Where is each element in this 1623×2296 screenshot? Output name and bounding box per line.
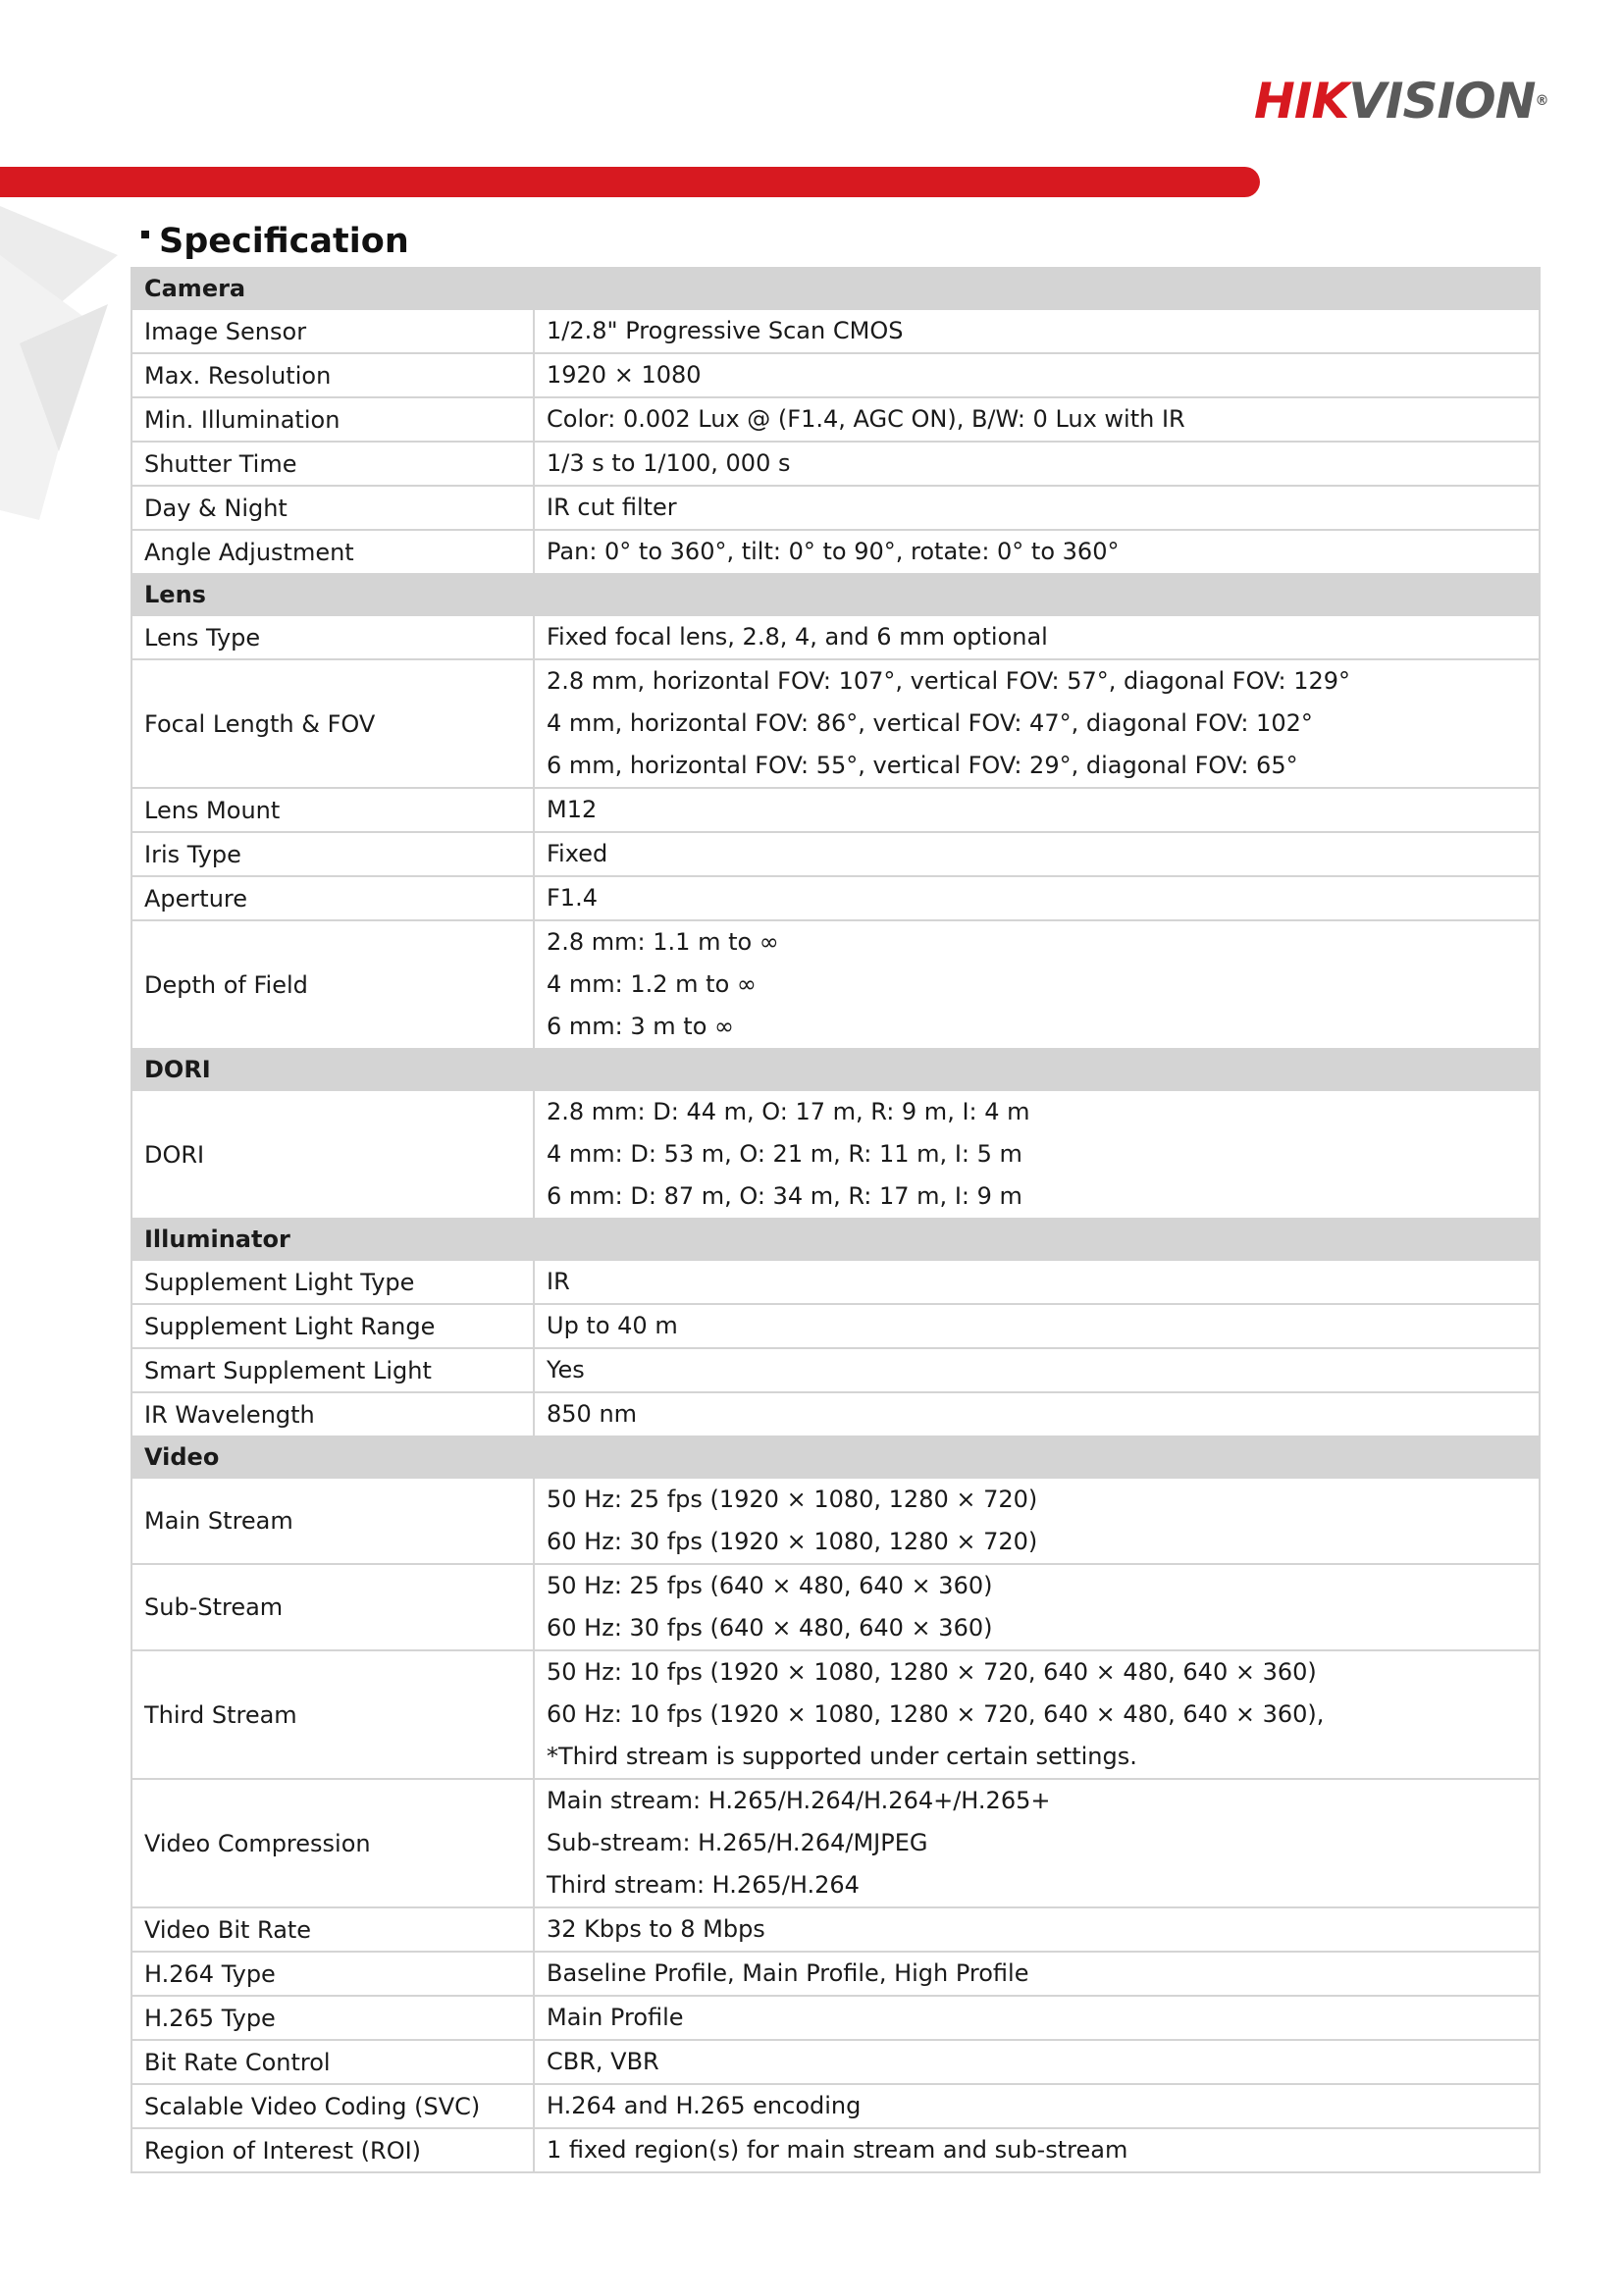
section-header xyxy=(131,1436,1540,1478)
decorative-triangles xyxy=(0,196,137,530)
table-row xyxy=(131,486,1540,530)
spec-label: Scalable Video Coding (SVC) xyxy=(131,2084,534,2128)
spec-value: M12 xyxy=(547,796,598,823)
spec-value-cell xyxy=(534,1779,1540,1907)
spec-label: Day & Night xyxy=(131,486,534,530)
spec-value-cell xyxy=(534,920,1540,1049)
spec-value: 6 mm, horizontal FOV: 55°, vertical FOV: 29°, diagonal FOV: 65° xyxy=(547,752,1298,779)
table-row xyxy=(131,876,1540,920)
spec-value-cell xyxy=(534,615,1540,659)
spec-label: Shutter Time xyxy=(131,442,534,486)
spec-value-cell xyxy=(534,2128,1540,2172)
spec-value: 50 Hz: 25 fps (1920 × 1080, 1280 × 720) xyxy=(547,1486,1038,1513)
spec-label: Video Bit Rate xyxy=(131,1907,534,1952)
spec-label: Third Stream xyxy=(131,1650,534,1779)
spec-value: 50 Hz: 10 fps (1920 × 1080, 1280 × 720, 640 × 480, 640 × 360) xyxy=(547,1658,1317,1686)
spec-value-cell xyxy=(534,1260,1540,1304)
section-header xyxy=(131,1049,1540,1090)
spec-value: Third stream: H.265/H.264 xyxy=(547,1871,860,1899)
section-title: Camera xyxy=(131,268,1540,309)
spec-value: 2.8 mm, horizontal FOV: 107°, vertical FOV: 57°, diagonal FOV: 129° xyxy=(547,667,1351,695)
logo-hik: HIK xyxy=(1254,73,1349,130)
table-row xyxy=(131,832,1540,876)
spec-value: 1 fixed region(s) for main stream and sub-stream xyxy=(547,2136,1128,2164)
spec-label: IR Wavelength xyxy=(131,1392,534,1436)
spec-value: Sub-stream: H.265/H.264/MJPEG xyxy=(547,1829,928,1856)
spec-value: Yes xyxy=(547,1356,585,1383)
spec-value: 4 mm: 1.2 m to ∞ xyxy=(547,970,757,998)
spec-value: IR cut filter xyxy=(547,494,677,521)
spec-value: 60 Hz: 30 fps (640 × 480, 640 × 360) xyxy=(547,1614,993,1642)
table-row xyxy=(131,1996,1540,2040)
table-row xyxy=(131,442,1540,486)
table-row xyxy=(131,397,1540,442)
table-row xyxy=(131,1260,1540,1304)
spec-value: 4 mm: D: 53 m, O: 21 m, R: 11 m, I: 5 m xyxy=(547,1140,1022,1168)
spec-value: Baseline Profile, Main Profile, High Profile xyxy=(547,1959,1029,1987)
spec-value-cell xyxy=(534,1392,1540,1436)
spec-value: Main stream: H.265/H.264/H.264+/H.265+ xyxy=(547,1787,1051,1814)
spec-value: Up to 40 m xyxy=(547,1312,678,1339)
table-row xyxy=(131,659,1540,788)
spec-value-cell xyxy=(534,2084,1540,2128)
spec-value: 50 Hz: 25 fps (640 × 480, 640 × 360) xyxy=(547,1572,993,1599)
spec-value-cell xyxy=(534,788,1540,832)
spec-value-cell xyxy=(534,530,1540,574)
spec-value-cell xyxy=(534,1952,1540,1996)
header-red-bar xyxy=(0,167,1260,197)
section-header xyxy=(131,268,1540,309)
section-header xyxy=(131,574,1540,615)
spec-label: H.265 Type xyxy=(131,1996,534,2040)
spec-label: Max. Resolution xyxy=(131,353,534,397)
spec-value: CBR, VBR xyxy=(547,2048,659,2075)
spec-label: Supplement Light Range xyxy=(131,1304,534,1348)
table-row xyxy=(131,309,1540,353)
spec-label: H.264 Type xyxy=(131,1952,534,1996)
spec-value-cell xyxy=(534,486,1540,530)
table-row xyxy=(131,1564,1540,1650)
spec-label: Smart Supplement Light xyxy=(131,1348,534,1392)
spec-value: F1.4 xyxy=(547,884,598,912)
table-row xyxy=(131,920,1540,1049)
spec-value: Fixed xyxy=(547,840,608,867)
spec-value: 6 mm: 3 m to ∞ xyxy=(547,1013,734,1040)
spec-value-cell xyxy=(534,2040,1540,2084)
section-header xyxy=(131,1219,1540,1260)
spec-value-cell xyxy=(534,1304,1540,1348)
section-title: Illuminator xyxy=(131,1219,1540,1260)
table-row xyxy=(131,1650,1540,1779)
table-row xyxy=(131,2084,1540,2128)
spec-value-cell xyxy=(534,353,1540,397)
table-row xyxy=(131,1779,1540,1907)
page-title xyxy=(141,222,409,261)
spec-value-cell xyxy=(534,1478,1540,1564)
spec-value: Pan: 0° to 360°, tilt: 0° to 90°, rotate: 0° to 360° xyxy=(547,538,1120,565)
logo-registered-mark: ® xyxy=(1535,93,1548,109)
spec-label: Lens Type xyxy=(131,615,534,659)
table-row xyxy=(131,2128,1540,2172)
table-row xyxy=(131,1348,1540,1392)
spec-value: 2.8 mm: D: 44 m, O: 17 m, R: 9 m, I: 4 m xyxy=(547,1098,1030,1125)
spec-value: 60 Hz: 30 fps (1920 × 1080, 1280 × 720) xyxy=(547,1528,1038,1555)
table-row xyxy=(131,1907,1540,1952)
section-title: Video xyxy=(131,1436,1540,1478)
spec-value: Fixed focal lens, 2.8, 4, and 6 mm optional xyxy=(547,623,1048,651)
spec-value: 6 mm: D: 87 m, O: 34 m, R: 17 m, I: 9 m xyxy=(547,1182,1022,1210)
spec-value: IR xyxy=(547,1268,570,1295)
spec-value-cell xyxy=(534,1996,1540,2040)
spec-value: 850 nm xyxy=(547,1400,638,1428)
spec-value-cell xyxy=(534,442,1540,486)
table-row xyxy=(131,1478,1540,1564)
table-row xyxy=(131,1304,1540,1348)
spec-value: 4 mm, horizontal FOV: 86°, vertical FOV: 47°, diagonal FOV: 102° xyxy=(547,709,1313,737)
spec-label: Sub-Stream xyxy=(131,1564,534,1650)
spec-label: Lens Mount xyxy=(131,788,534,832)
table-row xyxy=(131,2040,1540,2084)
section-title: DORI xyxy=(131,1049,1540,1090)
spec-label: Bit Rate Control xyxy=(131,2040,534,2084)
spec-value: 2.8 mm: 1.1 m to ∞ xyxy=(547,928,779,956)
hikvision-logo xyxy=(1254,73,1558,130)
table-row xyxy=(131,615,1540,659)
spec-label: Angle Adjustment xyxy=(131,530,534,574)
spec-label: Image Sensor xyxy=(131,309,534,353)
spec-value-cell xyxy=(534,1564,1540,1650)
page-title-text: Specification xyxy=(159,222,409,261)
spec-value-cell xyxy=(534,309,1540,353)
table-row xyxy=(131,353,1540,397)
spec-value: Main Profile xyxy=(547,2004,684,2031)
spec-label: Region of Interest (ROI) xyxy=(131,2128,534,2172)
spec-value: H.264 and H.265 encoding xyxy=(547,2092,862,2119)
spec-label: Video Compression xyxy=(131,1779,534,1907)
spec-value-cell xyxy=(534,397,1540,442)
spec-table xyxy=(131,267,1541,2173)
bullet-icon xyxy=(141,231,149,238)
spec-value: 1/2.8" Progressive Scan CMOS xyxy=(547,317,904,344)
spec-value: *Third stream is supported under certain settings. xyxy=(547,1743,1137,1770)
table-row xyxy=(131,530,1540,574)
spec-value: Color: 0.002 Lux @ (F1.4, AGC ON), B/W: 0 Lux with IR xyxy=(547,405,1185,433)
spec-label: Min. Illumination xyxy=(131,397,534,442)
table-row xyxy=(131,1392,1540,1436)
spec-value: 1920 × 1080 xyxy=(547,361,702,389)
spec-label: Iris Type xyxy=(131,832,534,876)
spec-value-cell xyxy=(534,659,1540,788)
spec-label: Main Stream xyxy=(131,1478,534,1564)
table-row xyxy=(131,1952,1540,1996)
spec-value: 60 Hz: 10 fps (1920 × 1080, 1280 × 720, 640 × 480, 640 × 360), xyxy=(547,1700,1325,1728)
spec-value-cell xyxy=(534,876,1540,920)
table-row xyxy=(131,1090,1540,1219)
spec-label: Supplement Light Type xyxy=(131,1260,534,1304)
spec-value-cell xyxy=(534,832,1540,876)
spec-label: DORI xyxy=(131,1090,534,1219)
spec-value-cell xyxy=(534,1650,1540,1779)
spec-label: Focal Length & FOV xyxy=(131,659,534,788)
table-row xyxy=(131,788,1540,832)
spec-value: 1/3 s to 1/100, 000 s xyxy=(547,449,791,477)
spec-label: Depth of Field xyxy=(131,920,534,1049)
spec-value-cell xyxy=(534,1907,1540,1952)
spec-value-cell xyxy=(534,1348,1540,1392)
spec-value: 32 Kbps to 8 Mbps xyxy=(547,1915,765,1943)
spec-value-cell xyxy=(534,1090,1540,1219)
logo-vision: VISION xyxy=(1348,73,1536,130)
spec-label: Aperture xyxy=(131,876,534,920)
section-title: Lens xyxy=(131,574,1540,615)
